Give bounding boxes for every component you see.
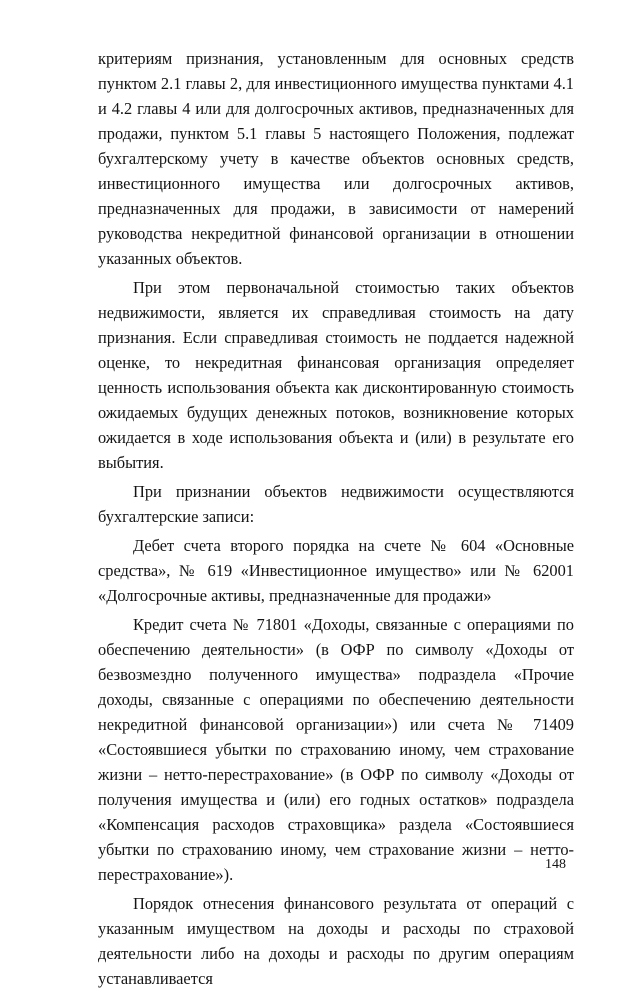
paragraph-initial-cost: При этом первоначальной стоимостью таких объектов недвижимости, является их справедливая стоимость на дату признания. Если справедливая стоимость не поддается надежной оценке, то некредитная финансовая организация определяет ценность использования объекта как дисконтированную стоимость ожидаемых будущих денежных потоков, возникновение которых ожидается в ходе использования объекта и (или) в результате его выбытия. [98, 278, 574, 472]
paragraph-credit-entry: Кредит счета № 71801 «Доходы, связанные с операциями по обеспечению деятельности» (в ОФР по символу «Доходы от безвозмездно полученного имущества» подраздела «Прочие доходы, связанные с операциями по обеспечению деятельности некредитной финансовой организации») или счета № 71409 «Состоявшиеся убытки по страхованию иному, чем страхование жизни – нетто-перестрахование» (в ОФР по символу «Доходы от получения имущества и (или) его годных остатков» подраздела «Компенсация расходов страховщика» раздела «Состоявшиеся убытки по страхованию иному, чем страхование жизни – нетто-перестрахование»). [98, 615, 574, 884]
paragraph-accounting-entries-intro: При признании объектов недвижимости осуществляются бухгалтерские записи: [98, 482, 574, 526]
paragraph-recognition-criteria: критериям признания, установленным для основных средств пунктом 2.1 главы 2, для инвестиционного имущества пунктами 4.1 и 4.2 главы 4 или для долгосрочных активов, предназначенных для продажи, пунктом 5.1 главы 5 настоящего Положения, подлежат бухгалтерскому учету в качестве объектов основных средств, инвестиционного имущества или долгосрочных активов, предназначенных для продажи, в зависимости от намерений руководства некредитной финансовой организации в отношении указанных объектов. [98, 49, 574, 268]
page-number: 148 [545, 857, 566, 872]
paragraph-financial-result: Порядок отнесения финансового результата от операций с указанным имуществом на доходы и расходы по страховой деятельности либо на доходы и расходы по другим операциям устанавливается [98, 894, 574, 988]
body-text [98, 46, 574, 995]
paragraph-debit-entry: Дебет счета второго порядка на счете № 604 «Основные средства», № 619 «Инвестиционное имущество» или № 62001 «Долгосрочные активы, предназначенные для продажи» [98, 536, 574, 605]
